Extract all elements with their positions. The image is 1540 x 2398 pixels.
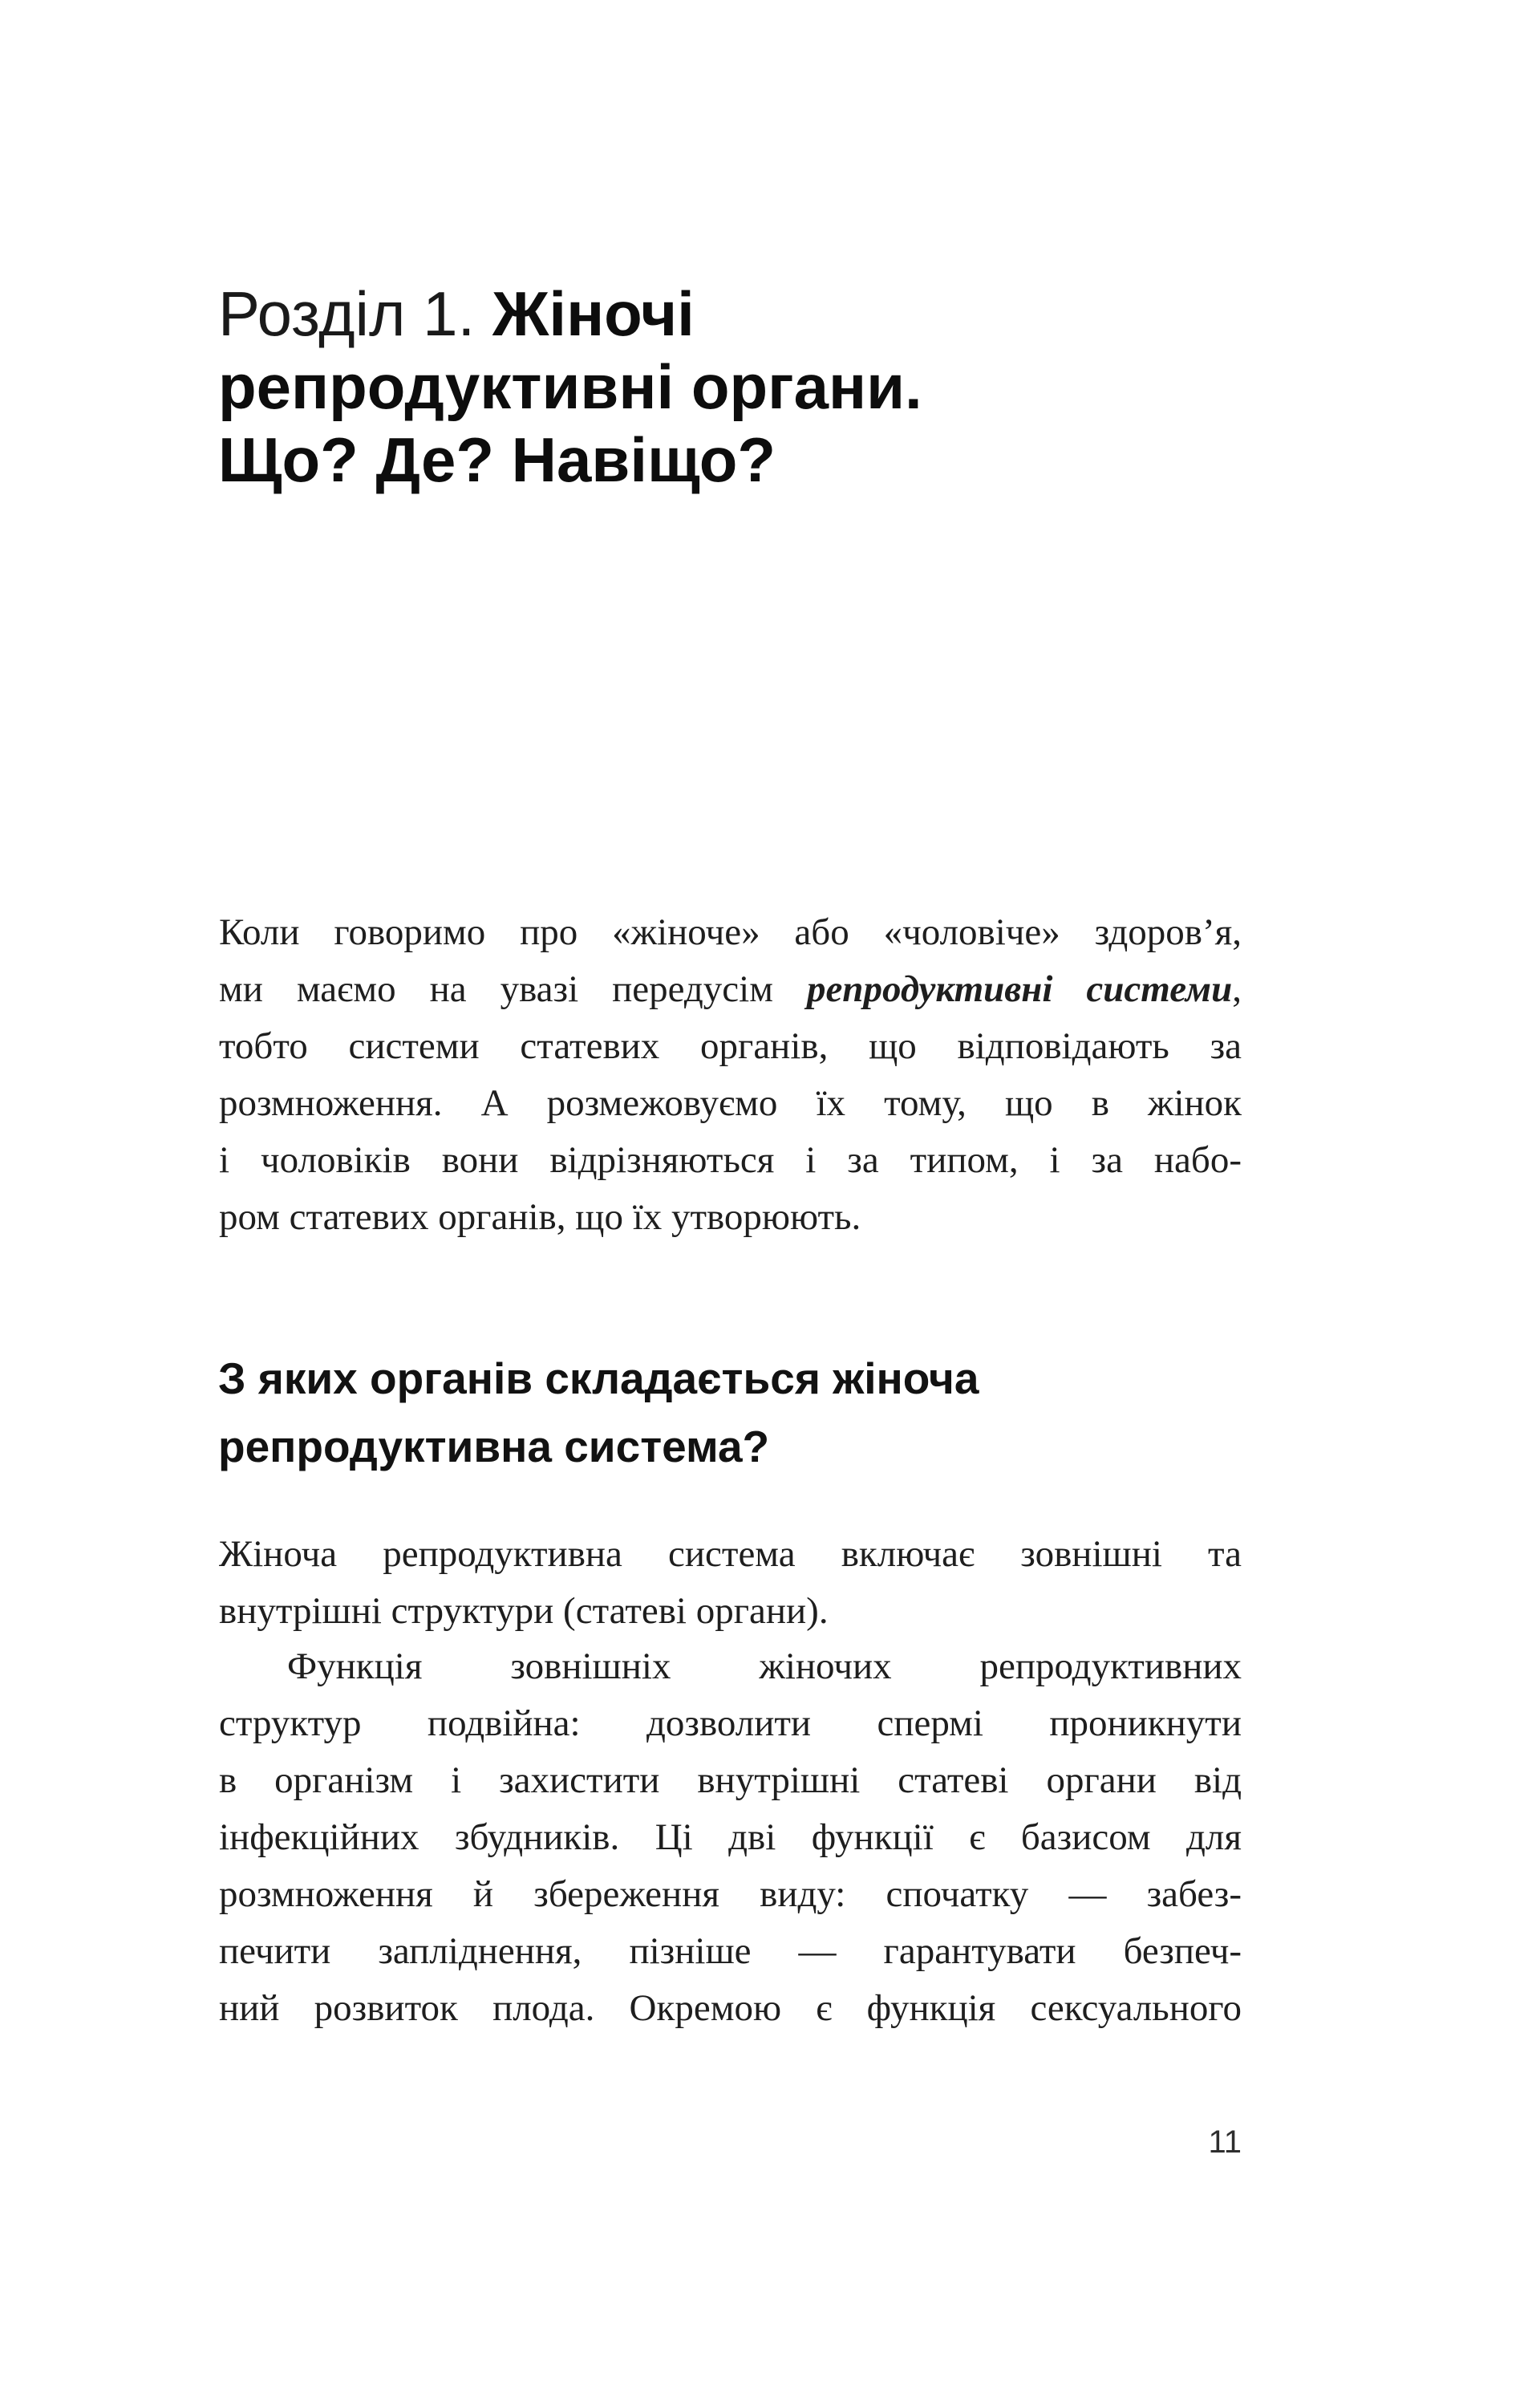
text-line: інфекційних збудників. Ці дві функції є базисом для	[219, 1816, 1242, 1858]
text-line: розмноження. А розмежовуємо їх тому, що в жінок	[219, 1082, 1242, 1124]
body-paragraph-1	[219, 1526, 1242, 1640]
text-line: ром статевих органів, що їх утворюють.	[219, 1196, 861, 1238]
chapter-number: Розділ 1.	[218, 278, 492, 349]
chapter-heading	[218, 278, 1277, 497]
chapter-heading-line-2: репродуктивні органи.	[218, 351, 922, 422]
text-line: Жіноча репродуктивна система включає зовнішні та	[219, 1533, 1242, 1575]
text-line: в організм і захистити внутрішні статеві органи від	[219, 1759, 1242, 1801]
text-line: розмноження й збереження виду: спочатку — забез-	[219, 1873, 1242, 1915]
text-line: печити запліднення, пізніше — гарантувати безпеч-	[219, 1930, 1242, 1972]
intro-paragraph	[219, 904, 1242, 1246]
text-line: ний розвиток плода. Окремою є функція сексуального	[219, 1987, 1242, 2029]
section-heading	[218, 1345, 1261, 1481]
text-line: Функція зовнішніх жіночих репродуктивних	[287, 1645, 1242, 1687]
text-line: структур подвійна: дозволити спермі проникнути	[219, 1702, 1242, 1744]
chapter-heading-line-3: Що? Де? Навіщо?	[218, 424, 776, 495]
text-line: ми маємо на увазі передусім репродуктивні системи,	[219, 968, 1242, 1010]
text-line: тобто системи статевих органів, що відповідають за	[219, 1025, 1242, 1067]
body-paragraph-2	[219, 1638, 1242, 2037]
section-heading-line-1: З яких органів складається жіноча	[218, 1353, 979, 1403]
text-line: внутрішні структури (статеві органи).	[219, 1590, 829, 1632]
page-number: 11	[1208, 2124, 1242, 2160]
chapter-title-part-1: Жіночі	[492, 278, 695, 349]
text-line: Коли говоримо про «жіноче» або «чоловіче» здоров’я,	[219, 911, 1242, 953]
text-line: і чоловіків вони відрізняються і за типом, і за набо-	[219, 1139, 1242, 1181]
chapter-heading-line-1	[218, 278, 1277, 351]
section-heading-line-2: репродуктивна система?	[218, 1422, 770, 1471]
